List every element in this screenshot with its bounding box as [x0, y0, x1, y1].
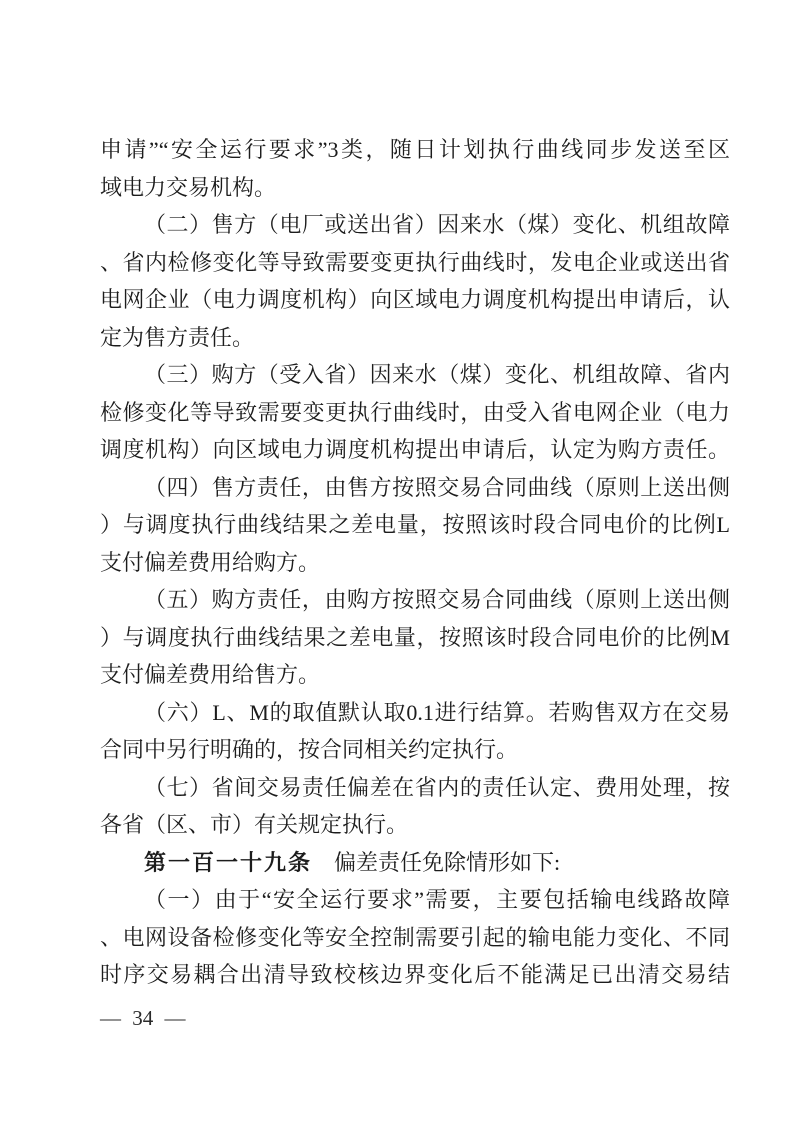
text-line: 、电网设备检修变化等安全控制需要引起的输电能力变化、不同 [100, 924, 730, 950]
text-line: ）与调度执行曲线结果之差电量，按照该时段合同电价的比例M [100, 624, 730, 650]
document-body [100, 131, 730, 994]
article-heading-line [100, 844, 730, 882]
page-number: — 34 — [100, 1006, 186, 1030]
text-line: 、省内检修变化等导致需要变更执行曲线时，发电企业或送出省 [100, 249, 730, 275]
article-heading-text: 偏差责任免除情形如下: [334, 849, 561, 875]
text-line: 域电力交易机构。 [100, 174, 277, 200]
text-line: 申请”“安全运行要求”3类，随日计划执行曲线同步发送至区 [100, 137, 730, 162]
text-line: 定为售方责任。 [100, 324, 255, 350]
text-line: （四）售方责任，由售方按照交易合同曲线（原则上送出侧 [144, 474, 730, 500]
text-line: 调度机构）向区域电力调度机构提出申请后，认定为购方责任。 [100, 437, 730, 462]
text-line: 时序交易耦合出清导致校核边界变化后不能满足已出清交易结 [100, 962, 730, 987]
text-line: 各省（区、市）有关规定执行。 [100, 812, 409, 837]
text-line: （三）购方（受入省）因来水（煤）变化、机组故障、省内 [144, 362, 730, 387]
text-line: 电网企业（电力调度机构）向区域电力调度机构提出申请后，认 [100, 287, 730, 312]
text-line: 支付偏差费用给售方。 [100, 662, 321, 687]
text-line: （六）L、M的取值默认取0.1进行结算。若购售双方在交易 [144, 699, 730, 725]
text-line: 支付偏差费用给购方。 [100, 549, 321, 575]
text-line: （七）省间交易责任偏差在省内的责任认定、费用处理，按 [144, 774, 730, 800]
text-line: （五）购方责任，由购方按照交易合同曲线（原则上送出侧 [144, 587, 730, 612]
text-line: ）与调度执行曲线结果之差电量，按照该时段合同电价的比例L [100, 512, 730, 537]
page-footer [100, 1003, 186, 1033]
text-line: 检修变化等导致需要变更执行曲线时，由受入省电网企业（电力 [100, 399, 730, 425]
article-number: 第一百一十九条 [144, 849, 313, 875]
text-line: （一）由于“安全运行要求”需要，主要包括输电线路故障 [144, 887, 730, 912]
text-line: 合同中另行明确的，按合同相关约定执行。 [100, 737, 519, 762]
text-line: （二）售方（电厂或送出省）因来水（煤）变化、机组故障 [144, 212, 730, 237]
